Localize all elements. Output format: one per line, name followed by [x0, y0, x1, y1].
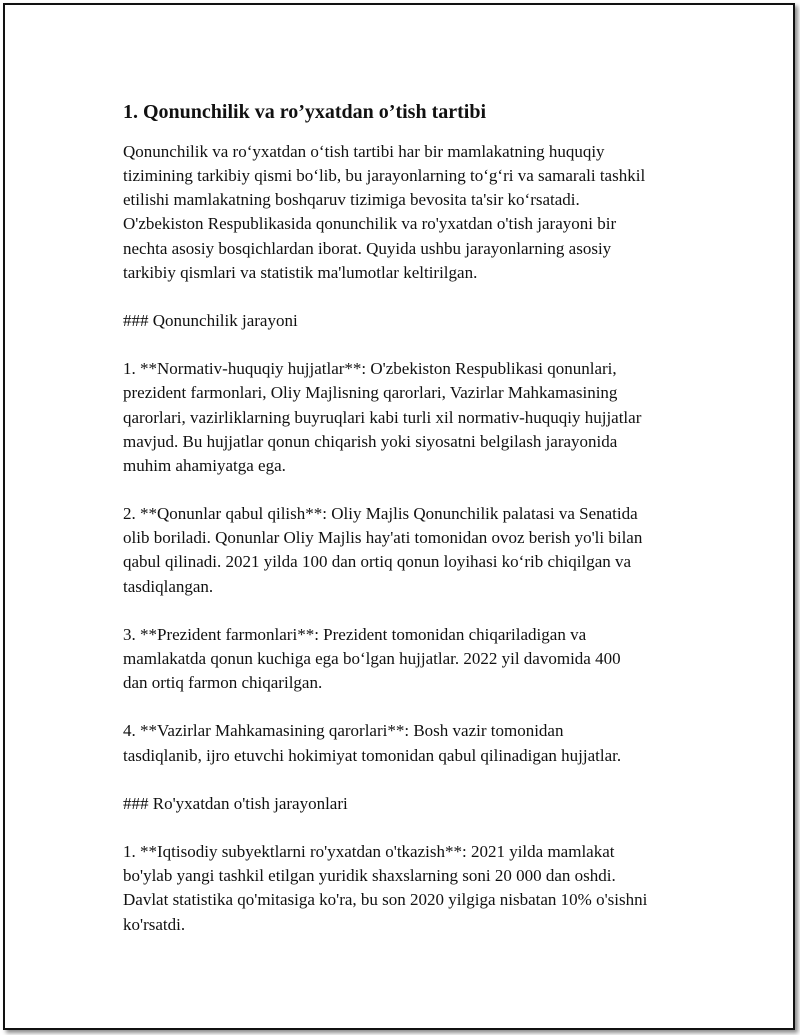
intro-paragraph: [123, 140, 763, 285]
section-heading-text: ### Ro'yxatdan o'tish jarayonlari: [123, 793, 348, 813]
text-line: dan ortiq farmon chiqarilgan.: [123, 673, 323, 693]
text-line: Qonunchilik va ro‘yxatdan o‘tish tartibi har bir mamlakatning huquqiy: [123, 142, 605, 161]
text-line: 2. **Qonunlar qabul qilish**: Oliy Majlis Qonunchilik palatasi va Senatida: [123, 504, 638, 524]
text-line: etilishi mamlakatning boshqaruv tizimiga bevosita ta'sir ko‘rsatadi.: [123, 190, 580, 210]
section-heading: [123, 792, 763, 816]
text-line: tarkibiy qismlari va statistik ma'lumotlar keltirilgan.: [123, 262, 478, 282]
list-item: [123, 719, 763, 767]
text-line: O'zbekiston Respublikasida qonunchilik va ro'yxatdan o'tish jarayoni bir: [123, 214, 617, 234]
text-line: mavjud. Bu hujjatlar qonun chiqarish yoki siyosatni belgilash jarayonida: [123, 431, 618, 451]
text-line: mamlakatda qonun kuchiga ega bo‘lgan hujjatlar. 2022 yil davomida 400: [123, 648, 621, 668]
text-line: qabul qilinadi. 2021 yilda 100 dan ortiq qonun loyihasi ko‘rib chiqilgan va: [123, 552, 632, 572]
text-line: Davlat statistika qo'mitasiga ko'ra, bu son 2020 yilgiga nisbatan 10% o'sishni: [123, 890, 648, 910]
section-heading-text: ### Qonunchilik jarayoni: [123, 310, 298, 330]
document-body: [123, 98, 763, 961]
text-line: olib boriladi. Qonunlar Oliy Majlis hay'ati tomonidan ovoz berish yo'li bilan: [123, 528, 643, 548]
text-line: bo'ylab yangi tashkil etilgan yuridik shaxslarning soni 20 000 dan oshdi.: [123, 866, 616, 886]
text-line: muhim ahamiyatga ega.: [123, 455, 286, 475]
text-line: tasdiqlanib, ijro etuvchi hokimiyat tomonidan qabul qilinadigan hujjatlar.: [123, 745, 622, 765]
section-heading: [123, 309, 763, 333]
text-line: 1. **Normativ-huquqiy hujjatlar**: O'zbekiston Respublikasi qonunlari,: [123, 359, 617, 379]
list-item: [123, 840, 763, 937]
page-frame: [3, 3, 795, 1030]
list-item: [123, 502, 763, 599]
list-item: [123, 357, 763, 478]
text-line: ko'rsatdi.: [123, 914, 186, 934]
list-item: [123, 623, 763, 695]
text-line: qarorlari, vazirliklarning buyruqlari kabi turli xil normativ-huquqiy hujjatlar: [123, 407, 642, 427]
text-line: nechta asosiy bosqichlardan iborat. Quyida ushbu jarayonlarning asosiy: [123, 238, 612, 258]
document-title: 1. Qonunchilik va ro’yxatdan o’tish tartibi: [123, 101, 487, 123]
text-line: tizimining tarkibiy qismi bo‘lib, bu jarayonlarning to‘g‘ri va samarali tashkil: [123, 166, 646, 186]
text-line: 1. **Iqtisodiy subyektlarni ro'yxatdan o'tkazish**: 2021 yilda mamlakat: [123, 842, 615, 862]
text-line: tasdiqlangan.: [123, 576, 214, 596]
text-line: 3. **Prezident farmonlari**: Prezident tomonidan chiqariladigan va: [123, 624, 587, 644]
text-line: 4. **Vazirlar Mahkamasining qarorlari**: Bosh vazir tomonidan: [123, 721, 564, 741]
text-line: prezident farmonlari, Oliy Majlisning qarorlari, Vazirlar Mahkamasining: [123, 383, 618, 403]
